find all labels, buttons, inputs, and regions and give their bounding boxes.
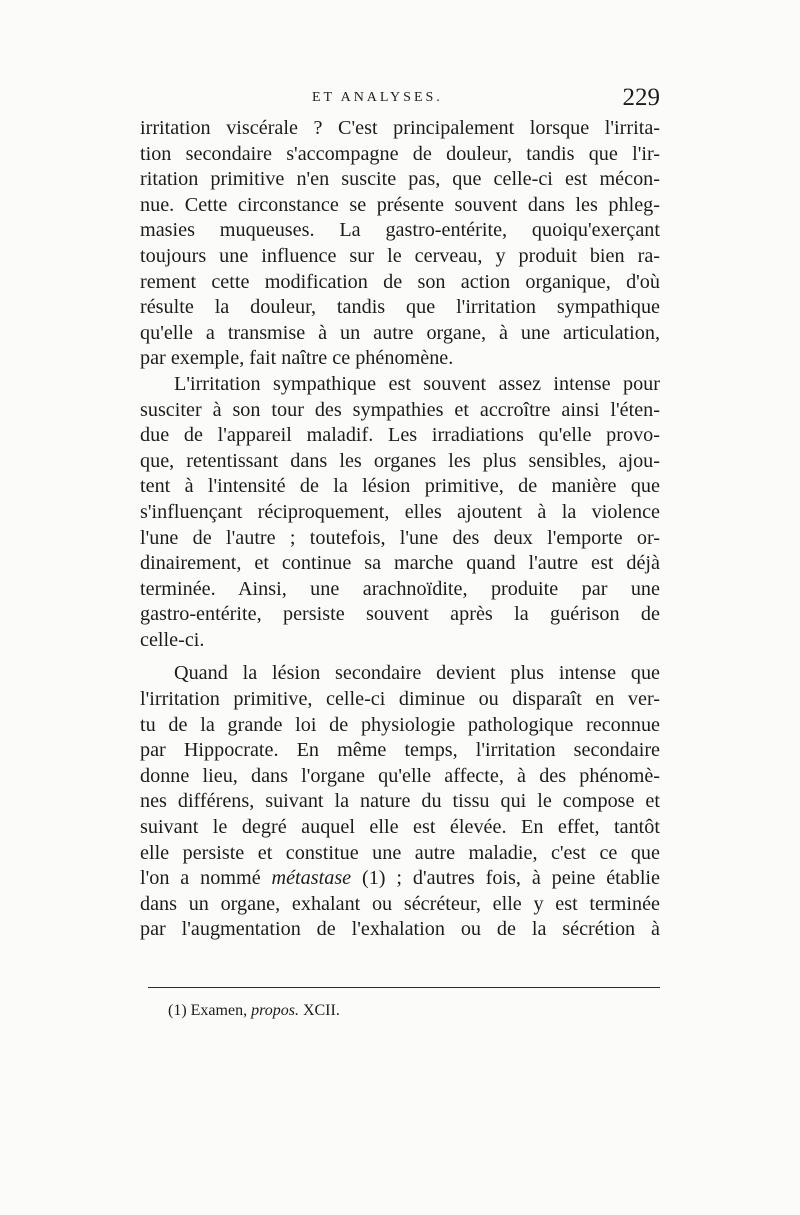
text-line: l'une de l'autre ; toutefois, l'une des deux l'emporte or- [140, 526, 660, 549]
text-line: celle-ci. [140, 628, 205, 651]
body-text [140, 116, 660, 943]
italic-term: métastase [271, 867, 352, 890]
footnote-rule [148, 987, 660, 988]
text-line: tion secondaire s'accompagne de douleur, tandis que l'ir- [140, 142, 660, 165]
text-line: par exemple, fait naître ce phénomène. [140, 347, 454, 370]
footnote-text: Examen, [190, 1002, 248, 1019]
text-line: qu'elle a transmise à un autre organe, à une articulation, [140, 321, 660, 344]
text-line: L'irritation sympathique est souvent assez intense pour [174, 372, 660, 395]
text-line: résulte la douleur, tandis que l'irritation sympathique [140, 296, 660, 319]
text-line: par l'augmentation de l'exhalation ou de la sécrétion à [140, 918, 660, 941]
text-line: l'on a nommé métastase (1) ; d'autres fois, à peine établie [140, 867, 660, 890]
text-line: dinairement, et continue sa marche quand l'autre est déjà [140, 552, 660, 575]
text-line: tu de la grande loi de physiologie pathologique reconnue [140, 713, 660, 736]
text-line: terminée. Ainsi, une arachnoïdite, produite par une [140, 577, 660, 600]
text-line: due de l'appareil maladif. Les irradiations qu'elle provo- [140, 424, 660, 447]
text-line: par Hippocrate. En même temps, l'irritation secondaire [140, 739, 660, 762]
text-line: rement cette modification de son action organique, d'où [140, 270, 660, 293]
footnote-italic: propos. [251, 1002, 299, 1019]
paragraph-3 [140, 661, 660, 943]
footnote-marker: (1) [168, 1002, 187, 1019]
footnote [168, 1002, 340, 1020]
paragraph-2 [140, 372, 660, 654]
text-line: nue. Cette circonstance se présente souvent dans les phleg- [140, 193, 660, 216]
text-line: masies muqueuses. La gastro-entérite, quoiqu'exerçant [140, 219, 660, 242]
text-line: susciter à son tour des sympathies et accroître ainsi l'éten- [140, 398, 660, 421]
text-line: toujours une influence sur le cerveau, y produit bien ra- [140, 244, 660, 267]
running-head [140, 84, 660, 114]
running-title: ET ANALYSES. [312, 90, 443, 105]
text-line: l'irritation primitive, celle-ci diminue ou disparaît en ver- [140, 688, 660, 711]
paragraph-gap [140, 653, 660, 661]
text-line: ritation primitive n'en suscite pas, que celle-ci est mécon- [140, 168, 660, 191]
text-line: gastro-entérite, persiste souvent après la guérison de [140, 603, 660, 626]
text-line: dans un organe, exhalant ou sécréteur, elle y est terminée [140, 892, 660, 915]
footnote-reference: XCII. [302, 1002, 340, 1019]
text-line: suivant le degré auquel elle est élevée. En effet, tantôt [140, 816, 660, 839]
text-line: s'influençant réciproquement, elles ajoutent à la violence [140, 500, 660, 523]
text-line: donne lieu, dans l'organe qu'elle affecte, à des phénomè- [140, 764, 660, 787]
paragraph-1 [140, 116, 660, 372]
text-line: elle persiste et constitue une autre maladie, c'est ce que [140, 841, 660, 864]
text-line: irritation viscérale ? C'est principalement lorsque l'irrita- [140, 117, 660, 139]
text-line: nes différens, suivant la nature du tissu qui le compose et [140, 790, 660, 813]
text-line: Quand la lésion secondaire devient plus intense que [174, 662, 660, 685]
text-line: tent à l'intensité de la lésion primitive, de manière que [140, 475, 660, 498]
text-line: que, retentissant dans les organes les plus sensibles, ajou- [140, 449, 660, 472]
page-number: 229 [622, 84, 660, 111]
